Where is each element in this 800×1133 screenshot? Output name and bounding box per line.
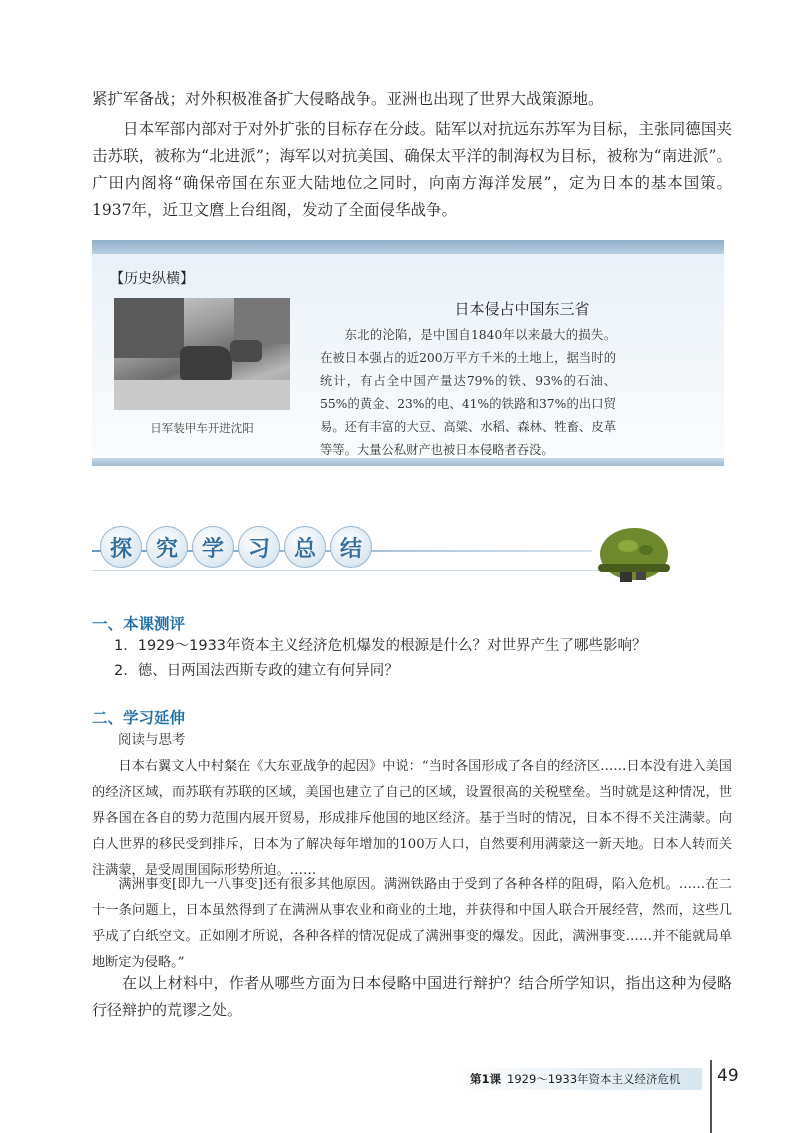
history-panel xyxy=(92,240,724,466)
quote-paragraph: 满洲事变[即九一八事变]还有很多其他原因。满洲铁路由于受到了各种各样的阻碍，陷入危机。……在二十一条问题上，日本虽然得到了在满洲从事农业和商业的土地，并获得和中国人联合开展经营，然而，这些几乎成了白纸空文。正如刚才所说，各种各样的情况促成了满洲事变的爆发。因此，满洲事变……并不能就局单地断定为侵略。” xyxy=(92,877,732,970)
helmet-icon xyxy=(592,520,672,584)
panel-top-bar xyxy=(92,240,724,254)
panel-title: 日本侵占中国东三省 xyxy=(454,300,590,318)
photo-second-vehicle xyxy=(230,340,262,362)
photo-armored-car xyxy=(180,346,232,380)
banner-title xyxy=(100,526,376,568)
photo-building-right xyxy=(234,298,290,344)
paragraph-expansion-factions: 日本军部内部对于对外扩张的目标存在分歧。陆军以对抗远东苏军为目标，主张同德国夹击苏联，被称为“北进派”；海军以对抗美国、确保太平洋的制海权为目标，被称为“南进派”。广田内阁将“确保帝国在东亚大陆地位之同时，向南方海洋发展”，定为日本的基本国策。1937年，近卫文麿上台组阁，发动了全面侵华战争。 xyxy=(92,120,732,219)
section-heading-review: 一、本课测评 xyxy=(92,615,186,633)
banner-char: 结 xyxy=(330,526,372,568)
footer-lesson-title: 1929～1933年资本主义经济危机 xyxy=(507,1072,681,1086)
question-item: 1．1929～1933年资本主义经济危机爆发的根源是什么？对世界产生了哪些影响？ xyxy=(114,638,647,654)
task-paragraph: 在以上材料中，作者从哪些方面为日本侵略中国进行辩护？结合所学知识，指出这种为侵略行径辩护的荒谬之处。 xyxy=(92,974,732,1019)
footer-lesson xyxy=(470,1071,681,1087)
banner-char: 探 xyxy=(100,526,142,568)
banner-underline xyxy=(92,570,652,571)
banner-char: 习 xyxy=(238,526,280,568)
quote-paragraph: 日本右翼文人中村粲在《大东亚战争的起因》中说：“当时各国形成了各自的经济区……日本没有进入美国的经济区域，而苏联有苏联的区域，美国也建立了自己的区域，设置很高的关税壁垒。当时就是这种情况，世界各国在各自的势力范围内展开贸易，形成排斥他国的地区经济。基于当时的情况，日本不得不关注满蒙。向白人世界的移民受到排斥，日本为了解决每年增加的100万人口，自然要利用满蒙这一新天地。日本人转而关注满蒙，是受周围国际形势所迫。…… xyxy=(92,759,732,878)
panel-text: 东北的沦陷，是中国自1840年以来最大的损失。在被日本强占的近200万平方千米的土地上，据当时的统计，有占全中国产量达79%的铁、93%的石油、55%的黄金、23%的电、41%的铁路和37%的出口贸易。还有丰富的大豆、高粱、水稻、森林、牲畜、皮革等等。大量公私财产也被日本侵略者吞没。 xyxy=(320,328,616,457)
footer-divider xyxy=(710,1060,712,1133)
banner-char: 学 xyxy=(192,526,234,568)
banner-char: 总 xyxy=(284,526,326,568)
footer-lesson-number: 第1课 xyxy=(470,1072,502,1086)
question-item: 2．德、日两国法西斯专政的建立有何异同？ xyxy=(114,663,399,679)
reading-subheading: 阅读与思考 xyxy=(118,732,186,748)
photo-building-left xyxy=(114,298,184,358)
banner-char: 究 xyxy=(146,526,188,568)
section-heading-extension: 二、学习延伸 xyxy=(92,709,186,727)
paragraph-continued: 紧扩军备战；对外积极准备扩大侵略战争。亚洲也出现了世界大战策源地。 xyxy=(92,90,604,108)
photo-road xyxy=(114,380,290,410)
panel-bottom-bar xyxy=(92,458,724,466)
page-number: 49 xyxy=(717,1066,739,1086)
armored-car-photo xyxy=(114,298,290,410)
panel-tag: 【历史纵横】 xyxy=(110,271,194,287)
photo-caption: 日军装甲车开进沈阳 xyxy=(150,421,254,435)
